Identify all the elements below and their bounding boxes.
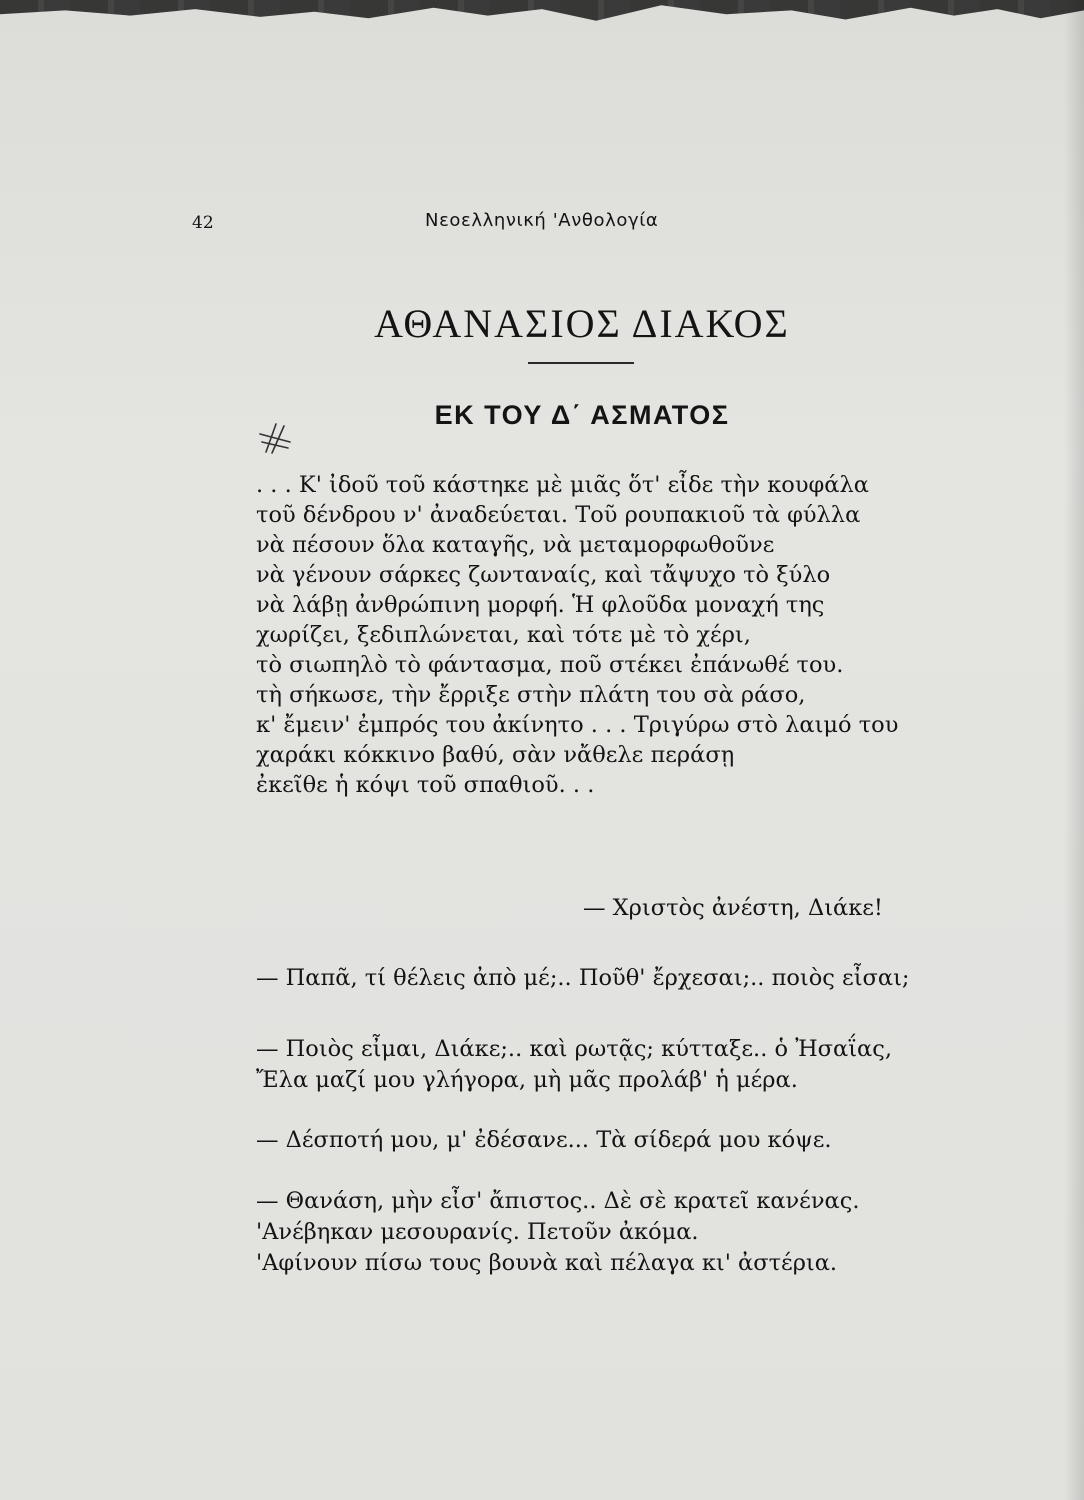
dialogue-line: 'Ανέβηκαν μεσουρανίς. Πετοῦν ἀκόμα. [256, 1219, 699, 1245]
poem-line: . . . Κ' ἰδοῦ τοῦ κάστηκε μὲ μιᾶς ὅτ' εἶδε τὴν κουφάλα [256, 472, 869, 498]
poem-line: νὰ γένουν σάρκες ζωνταναίς, καὶ τἄψυχο τὸ ξύλο [256, 562, 831, 588]
poem-line: νὰ πέσουν ὅλα καταγῆς, νὰ μεταμορφωθοῦνε [256, 532, 775, 558]
poem-line: ἐκεῖθε ἡ κόψι τοῦ σπαθιοῦ. . . [256, 772, 595, 798]
dialogue-block [256, 1125, 832, 1156]
poem-line: χωρίζει, ξεδιπλώνεται, καὶ τότε μὲ τὸ χέρι, [256, 622, 751, 648]
title-divider [528, 362, 634, 364]
dialogue-line: — Παπᾶ, τί θέλεις ἀπὸ μέ;.. Ποῦθ' ἔρχεσαι;.. ποιὸς εἶσαι; [256, 965, 910, 991]
dialogue-line: 'Αφίνουν πίσω τους βουνὰ καὶ πέλαγα κι' ἀστέρια. [256, 1250, 838, 1276]
page-edge-shadow [1064, 0, 1084, 1500]
dialogue-line: — Ποιὸς εἶμαι, Διάκε;.. καὶ ρωτᾷς; κύτταξε.. ὁ Ἠσαΐας, [256, 1036, 892, 1062]
dialogue-block [256, 1034, 892, 1096]
dialogue-block [256, 1186, 859, 1279]
exclamation-line: — Χριστὸς ἀνέστη, Διάκε! [583, 895, 883, 921]
dialogue-line: Ἔλα μαζί μου γλήγορα, μὴ μᾶς προλάβ' ἡ μέρα. [256, 1067, 798, 1093]
poem-line: κ' ἔμειν' ἐμπρός του ἀκίνητο . . . Τριγύρω στὸ λαιμό του [256, 712, 899, 738]
poem-subtitle: ΕΚ ΤΟΥ Δ΄ ΑΣΜΑΤΟΣ [434, 400, 730, 430]
torn-top-edge [0, 0, 1084, 26]
page-number: 42 [192, 213, 214, 233]
handwritten-mark-icon [258, 420, 292, 456]
dialogue-block [256, 963, 910, 994]
poem-line: τοῦ δένδρου ν' ἀναδεύεται. Τοῦ ρουπακιοῦ τὰ φύλλα [256, 502, 861, 528]
poem-line: τὴ σήκωσε, τὴν ἔρριξε στὴν πλάτη του σὰ ράσο, [256, 682, 806, 708]
dialogue-line: — Δέσποτή μου, μ' ἐδέσανε... Τὰ σίδερά μου κόψε. [256, 1127, 832, 1153]
poem-line: τὸ σιωπηλὸ τὸ φάντασμα, ποῦ στέκει ἐπάνωθέ του. [256, 652, 844, 678]
dialogue-line: — Θανάση, μὴν εἶσ' ἄπιστος.. Δὲ σὲ κρατεῖ κανένας. [256, 1188, 860, 1214]
poem-line: χαράκι κόκκινο βαθύ, σὰν νἄθελε περάσῃ [256, 742, 735, 768]
poem-body [256, 470, 976, 800]
poem-line: νὰ λάβῃ ἀνθρώπινη μορφή. Ἡ φλοῦδα μοναχή της [256, 592, 825, 618]
running-head: Νεοελληνική 'Ανθολογία [425, 210, 659, 231]
poem-title: ΑΘΑΝΑΣΙΟΣ ΔΙΑΚΟΣ [374, 301, 790, 346]
